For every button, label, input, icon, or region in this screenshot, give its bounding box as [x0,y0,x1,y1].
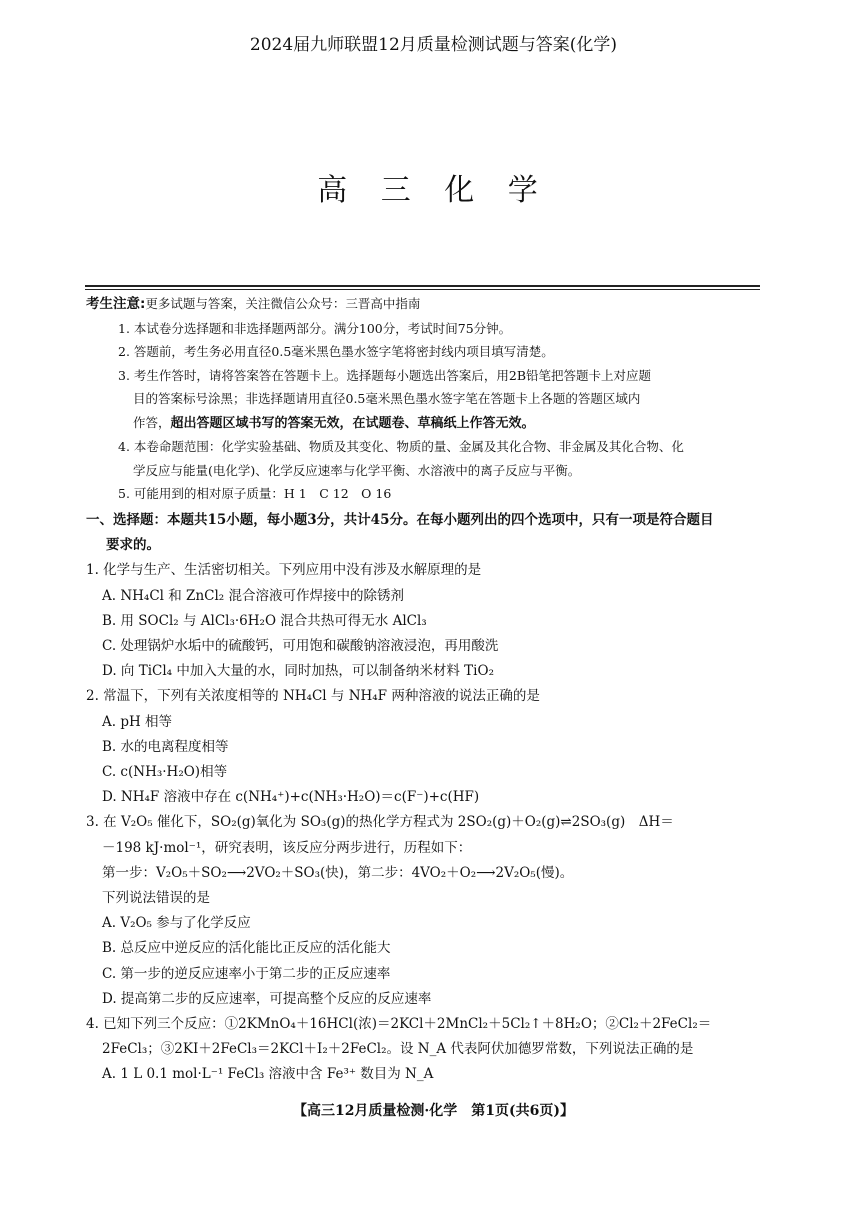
notice-item-1: 1. 本试卷分选择题和非选择题两部分。满分100分，考试时间75分钟。 [118,320,512,336]
section-title-cont: 要求的。 [106,537,160,554]
question-2-option-c: C. c(NH₃·H₂O)相等 [102,764,228,781]
notice-header [86,292,776,317]
question-2-option-b: B. 水的电离程度相等 [102,738,229,755]
question-3-ask: 下列说法错误的是 [102,890,210,907]
section-title: 一、选择题：本题共15小题，每小题3分，共计45分。在每小题列出的四个选项中，只有一项是符合题目 [86,512,714,528]
question-3-stem: 3. 在 V₂O₅ 催化下，SO₂(g)氧化为 SO₃(g)的热化学方程式为 2SO₂(g)＋O₂(g)⇌2SO₃(g) ΔH＝ [86,814,674,831]
question-2-option-a: A. pH 相等 [102,713,173,730]
question-1-stem: 1. 化学与生产、生活密切相关。下列应用中没有涉及水解原理的是 [86,562,482,579]
notice-promo: 更多试题与答案，关注微信公众号：三晋高中指南 [145,296,421,311]
question-3-stem-cont: －198 kJ·mol⁻¹，研究表明，该反应分两步进行，历程如下： [102,839,472,856]
divider-rule-thin [85,289,760,290]
notice-item-3: 3. 考生作答时，请将答案答在答题卡上。选择题每小题选出答案后，用2B铅笔把答题卡上对应题 [118,367,652,383]
question-4-option-a: A. 1 L 0.1 mol·L⁻¹ FeCl₃ 溶液中含 Fe³⁺ 数目为 N_A [102,1066,434,1083]
question-2-option-d: D. NH₄F 溶液中存在 c(NH₄⁺)+c(NH₃·H₂O)＝c(F⁻)+c(HF) [102,789,480,806]
notice-item-3-cont: 目的答案标号涂黑；非选择题请用直径0.5毫米黑色墨水签字笔在答题卡上各题的答题区域内 [133,391,641,406]
subject-title: 高 三 化 学 [317,173,550,208]
question-2-stem: 2. 常温下，下列有关浓度相等的 NH₄Cl 与 NH₄F 两种溶液的说法正确的是 [86,688,540,705]
question-1-option-a: A. NH₄Cl 和 ZnCl₂ 混合溶液可作焊接中的除锈剂 [102,587,404,604]
question-3-steps: 第一步：V₂O₅＋SO₂⟶2VO₂＋SO₃(快)，第二步：4VO₂＋O₂⟶2V₂O₅(慢)。 [102,864,574,881]
question-3-option-d: D. 提高第二步的反应速率，可提高整个反应的反应速率 [102,990,432,1007]
notice-warning: 超出答题区域书写的答案无效，在试题卷、草稿纸上作答无效。 [170,415,535,431]
notice-item-3-tail: 作答， [133,414,171,430]
question-1-option-d: D. 向 TiCl₄ 中加入大量的水，同时加热，可以制备纳米材料 TiO₂ [102,663,494,680]
notice-item-4-cont: 学反应与能量(电化学)、化学反应速率与化学平衡、水溶液中的离子反应与平衡。 [133,462,581,478]
page-footer: 【高三12月质量检测·化学 第1页(共6页)】 [292,1103,575,1119]
notice-item-3-cont2 [86,411,776,436]
exam-notice [86,292,776,506]
question-1-option-b: B. 用 SOCl₂ 与 AlCl₃·6H₂O 混合共热可得无水 AlCl₃ [102,612,427,629]
question-3-option-a: A. V₂O₅ 参与了化学反应 [102,915,251,932]
document-title: 2024届九师联盟12月质量检测试题与答案(化学) [249,35,618,55]
notice-label: 考生注意: [86,296,146,312]
question-3-option-c: C. 第一步的逆反应速率小于第二步的正反应速率 [102,965,391,982]
question-4-stem-cont: 2FeCl₃；③2KI＋2FeCl₃＝2KCl＋I₂＋2FeCl₂。设 N_A 代表阿伏加德罗常数，下列说法正确的是 [102,1041,694,1058]
question-1-option-c: C. 处理锅炉水垢中的硫酸钙，可用饱和碳酸钠溶液浸泡，再用酸洗 [102,638,499,655]
notice-item-5: 5. 可能用到的相对原子质量：H 1 C 12 O 16 [118,486,392,501]
divider-rule [85,285,760,287]
notice-item-2: 2. 答题前，考生务必用直径0.5毫米黑色墨水签字笔将密封线内项目填写清楚。 [118,344,554,359]
questions-section [86,508,776,1088]
notice-item-4: 4. 本卷命题范围：化学实验基础、物质及其变化、物质的量、金属及其化合物、非金属及其化合物、化 [118,439,684,454]
question-4-stem: 4. 已知下列三个反应：①2KMnO₄＋16HCl(浓)＝2KCl＋2MnCl₂＋5Cl₂↑＋8H₂O；②Cl₂＋2FeCl₂＝ [86,1016,712,1033]
question-3-option-b: B. 总反应中逆反应的活化能比正反应的活化能大 [102,940,391,957]
